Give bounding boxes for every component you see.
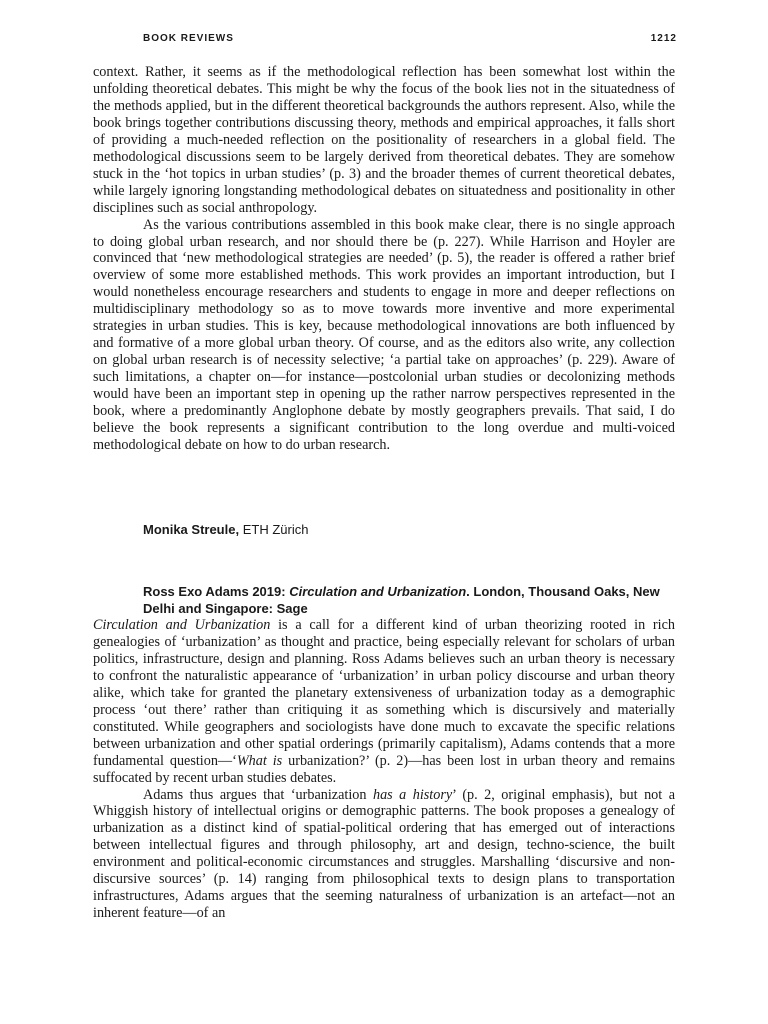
section-title: BOOK REVIEWS — [143, 33, 234, 44]
emphasis: has a history — [372, 786, 453, 803]
paragraph: As the various contributions assembled in this book make clear, there is no single approach to doing global urban research, and nor should there be (p. 227). While Harrison and Hoyler are convinced that ‘new methodological strategies are needed’ (p. 5), the reader is offered a rather brief overview of some more established methods. This work provides an important introduction, but I would nonetheless encourage researchers and students to engage in more and deeper reflections on multidisciplinary methodology so as to move towards more inventive and more experimental strategies in urban studies. This is key, because methodological innovations are both influenced by and formative of a more global urban theory. Of course, and as the editors also write, any collection on global urban research is of necessity selective; ‘a partial take on approaches’ (p. 229). Aware of such limitations, a chapter on—for instance—postcolonial urban studies or decolonizing methods would have been an important step in opening up the rather narrow perspectives represented in the book, where a predominantly Anglophone debate by mostly geographers prevails. That said, I do believe the book represents a significant contribution to the long overdue and multi-voiced methodological debate on how to do urban research. — [93, 216, 675, 453]
question-emphasis: What is — [236, 752, 283, 769]
review-body-2 — [93, 617, 675, 922]
citation-title: Circulation and Urbanization — [289, 584, 467, 599]
book-title-inline: Circulation and Urbanization — [93, 617, 271, 633]
paragraph-text: Adams thus argues that ‘urbanization — [143, 786, 373, 803]
reviewer-signature — [143, 522, 308, 537]
citation-publisher: . London, Thousand Oaks, New Delhi and Singapore: Sage — [143, 584, 660, 616]
paragraph — [93, 617, 675, 787]
paragraph: context. Rather, it seems as if the methodological reflection has been somewhat lost within the unfolding theoretical debates. This might be why the focus of the book lies not in the situatedness of the methods applied, but in the different theoretical backgrounds the authors represent. Also, while the book brings together contributions discussing theory, methods and empirical approaches, it falls short of providing a much-needed reflection on the positionality of researchers in a global field. The methodological discussions seem to be largely derived from theoretical debates. They are somehow stuck in the ‘hot topics in urban studies’ (p. 3) and the broader themes of current theoretical debates, while largely ignoring longstanding methodological debates on situatedness and positionality in other disciplines such as social anthropology. — [93, 64, 675, 216]
book-citation — [143, 583, 677, 617]
page-number: 1212 — [650, 33, 677, 44]
citation-author: Ross Exo Adams 2019: — [143, 584, 290, 599]
reviewer-name: Monika Streule, — [143, 522, 240, 537]
paragraph-text: is a call for a different kind of urban theorizing rooted in rich genealogies of ‘urbanization’ as thought and practice, being especially relevant for scholars of urban politics, infrastructure, design and planning. Ross Adams believes such an urban theory is necessary to confront the naturalistic appearance of ‘urbanization’ in urban policy discourse and urban theory alike, which take for granted the planetary extensiveness of urbanization today as a demographic process ‘out there’ rather than critiquing it as something which is discursively and materially constituted. While geographers and sociologists have done much to excavate the specific relations between urbanization and other spatial orderings (primarily capitalism), Adams contends that a more fundamental question—‘ — [93, 617, 675, 769]
paragraph-text: urbanization?’ (p. 2)—has been lost in urban theory and remains suffocated by recent urban studies debates. — [93, 752, 675, 786]
review-body-1 — [93, 64, 675, 454]
reviewer-affiliation: ETH Zürich — [242, 522, 309, 537]
paragraph — [93, 787, 675, 923]
running-header — [143, 33, 677, 44]
paragraph-text: ’ (p. 2, original emphasis), but not a Whiggish history of intellectual origins or demographic patterns. The book proposes a genealogy of urbanization as a distinct kind of spatial-political ordering that has emerged out of interactions between intellectual figures and through philosophy, art and design, techno-science, the built environment and political-economic circumstances and struggles. Marshalling ‘discursive and non-discursive sources’ (p. 14) ranging from philosophical texts to design plans to transportation infrastructures, Adams argues that the seeming naturalness of urbanization is an artefact—not an inherent feature—of an — [93, 786, 675, 922]
